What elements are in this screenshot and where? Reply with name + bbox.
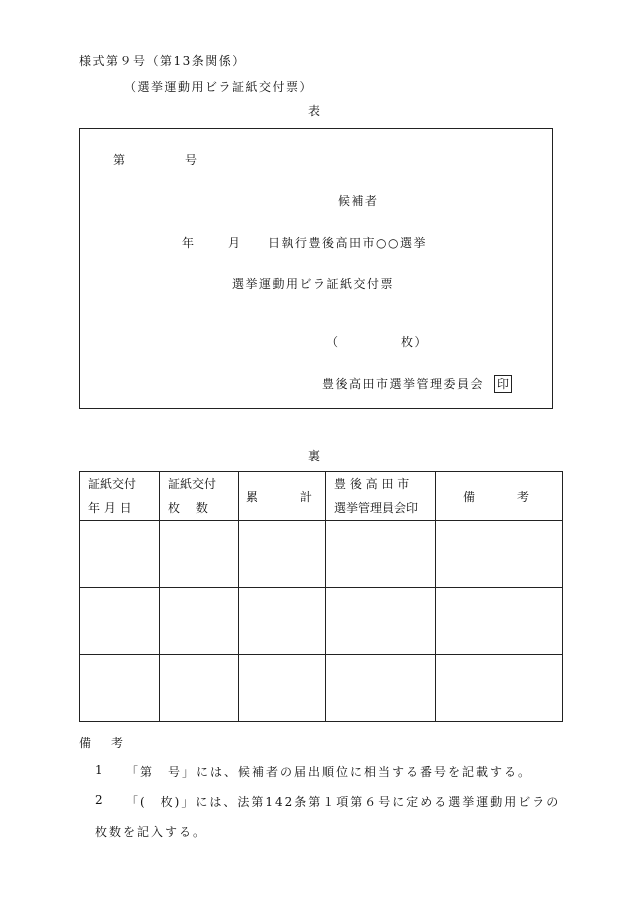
form-title: （選挙運動用ビラ証紙交付票）: [124, 80, 314, 94]
header-issue-count: [160, 472, 239, 521]
notes-title: 備 考: [79, 736, 128, 750]
table-cell[interactable]: [80, 521, 160, 588]
number-prefix: 第: [113, 153, 127, 167]
table-cell[interactable]: [239, 588, 326, 655]
note-2-text: 「( 枚)」には、法第142条第１項第６号に定める選挙運動用ビラの: [126, 795, 561, 809]
table-cell[interactable]: [160, 655, 239, 722]
table-cell[interactable]: [436, 588, 563, 655]
form-number: 様式第９号（第13条関係）: [79, 54, 246, 68]
table-cell[interactable]: [80, 588, 160, 655]
table-cell[interactable]: [436, 655, 563, 722]
header-issue-count-line2: 枚 数: [168, 501, 208, 515]
header-issue-date: [80, 472, 160, 521]
header-cumulative: 累 計: [239, 472, 326, 521]
table-cell[interactable]: [326, 588, 436, 655]
note-1-text: 「第 号」には、候補者の届出順位に相当する番号を記載する。: [126, 765, 533, 779]
table-cell[interactable]: [160, 521, 239, 588]
header-issue-date-line1: 証紙交付: [88, 477, 137, 491]
header-issue-date-line2: 年 月 日: [88, 501, 132, 515]
front-slip-box: [79, 128, 553, 409]
count-open-paren: （: [326, 335, 340, 349]
slip-title: 選挙運動用ビラ証紙交付票: [232, 277, 395, 291]
table-row: [80, 655, 563, 722]
date-month: 月: [228, 236, 242, 250]
header-committee-seal-line2: 選挙管理員会印: [334, 501, 419, 515]
table-cell[interactable]: [436, 521, 563, 588]
committee-name: 豊後高田市選挙管理委員会: [322, 377, 485, 391]
issuance-record-table: [79, 471, 563, 722]
count-unit: 枚）: [401, 335, 429, 349]
header-issue-count-line1: 証紙交付: [168, 477, 217, 491]
note-1-number: 1: [95, 763, 105, 777]
candidate-label: 候補者: [338, 194, 379, 208]
table-cell[interactable]: [326, 521, 436, 588]
header-committee-seal: [326, 472, 436, 521]
table-cell[interactable]: [239, 521, 326, 588]
table-cell[interactable]: [326, 655, 436, 722]
back-label: 裏: [308, 449, 322, 463]
header-committee-seal-line1: 豊 後 高 田 市: [334, 477, 410, 491]
table-cell[interactable]: [80, 655, 160, 722]
table-row: [80, 588, 563, 655]
note-2-continuation: 枚数を記入する。: [95, 825, 208, 839]
date-year: 年: [182, 236, 196, 250]
front-label: 表: [308, 104, 322, 118]
election-name: 日執行豊後高田市○○選挙: [268, 236, 427, 250]
table-cell[interactable]: [160, 588, 239, 655]
note-2-number: 2: [95, 793, 105, 807]
seal-mark: 印: [494, 375, 512, 393]
table-header-row: [80, 472, 563, 521]
table-row: [80, 521, 563, 588]
number-suffix: 号: [185, 153, 199, 167]
committee-line: [322, 375, 512, 393]
table-cell[interactable]: [239, 655, 326, 722]
header-remarks: 備 考: [436, 472, 563, 521]
